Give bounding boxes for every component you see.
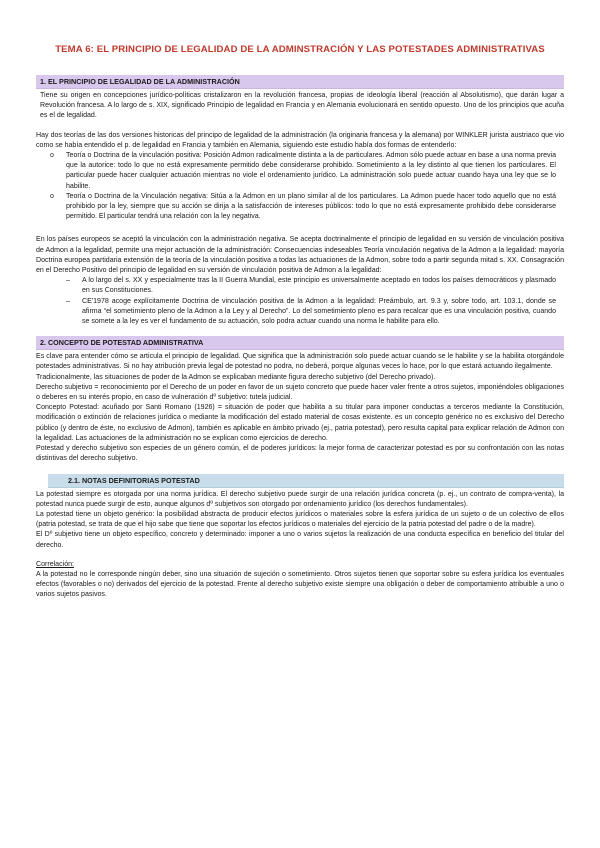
dash-marker: – [66, 297, 70, 305]
subsection-heading-2-1: 2.1. NOTAS DEFINITORIAS POTESTAD [48, 474, 564, 488]
paragraph: Derecho subjetivo = reconocimiento por el Derecho de un poder en favor de un sujeto concreto que puede hacer valer frente a otros sujetos, imponiéndoles obligaciones o deberes en su interés propio, en caso de vulneración dº subjetivo: tutela judicial. [36, 383, 564, 402]
list-item: – A lo largo del s. XX y especialmente tras la II Guerra Mundial, este principio es universalmente aceptado en todos los países democráticos y plasmado en sus Constituciones. [66, 277, 556, 295]
dash-marker: – [66, 277, 70, 285]
paragraph: Tiene su origen en concepciones jurídico-políticas cristalizaron en la revolución francesa, propias de ideología liberal (reacción al Absolutismo), que darán lugar a Revolución francesa. A lo largo de s. XIX, significado Principio de legalidad en Francia y en Alemania evolucionará en sentido opuesto. Uno de los principios que acuña es el de legalidad. [40, 92, 564, 120]
list-item: – CE'1978 acoge explícitamente Doctrina de vinculación positiva de la Admon a la legalidad: Preámbulo, art. 9.3 y, sobre todo, art. 103.1, donde se afirma “el sometimiento pleno de la Admon a la Ley y al Derecho”. Lo del sometimiento pleno es para recalcar que es una vinculación positiva, cuando se somete a la ley es ver el fundamento de su actuación, solo podra actuar cuando una norma le habilite para ello. [66, 297, 556, 326]
correlation-label: Correlación: [36, 560, 74, 568]
paragraph: Concepto Potestad: acuñado por Santi Romano (1926) = situación de poder que habilita a su titular para imponer conductas a terceros mediante la Constitución, modificación o extinción de relaciones jurídica o mediante la modificación del estado material de cosas existente. es un concepto genérico no es exclusivo del Derecho público (y dentro de éste, no exclusivo de Admon), también es aplicable en ámbito privado (ej., patria potestad), pero resulta capital para explicar relación de Admon con la legalidad. Las actuaciones de la administración no se explican como ejercicios de derecho. [36, 404, 564, 442]
bullet-marker: o [50, 192, 54, 200]
paragraph: Tradicionalmente, las situaciones de poder de la Admon se explicaban mediante figura derecho subjetivo (del Derecho privado). [36, 373, 436, 381]
bullet-marker: o [50, 152, 54, 160]
section-heading-2: 2. CONCEPTO DE POTESTAD ADMINISTRATIVA [36, 336, 564, 350]
paragraph: Potestad y derecho subjetivo son especies de un género común, el de poderes jurídicos: la mejor forma de caracterizar potestad es por su confrontación con las notas distintivas del derecho subjetivo. [36, 445, 564, 463]
list-item: o Teoría o Doctrina de la vinculación positiva: Posición Admon radicalmente distinta a la de particulares. Admon sólo puede actuar en base a una norma previa que la autorice: todo lo que no está expresamente permitido debe considerarse prohibido. Sometimiento a la ley distinto al que tienen los particulares. El particular puede hacer cualquier actuación mientras no viole el ordenamiento jurídico. La administración solo puede actuar cuando haya una ley que se lo habilite. [50, 152, 556, 190]
list-item: o Teoría o Doctrina de la Vinculación negativa: Sitúa a la Admon en un plano similar al de los particulares. La Admon puede hacer todo aquello que no está prohibido por la ley, siempre que su acción se dirija a la satisfacción de intereses públicos: todo lo que no está expresamente prohibido debe considerarse permitido. El particular tendrá una relación con la ley negativa. [50, 192, 556, 221]
paragraph: La potestad tiene un objeto genérico: la posibilidad abstracta de producir efectos jurídicos o materiales sobre la esfera jurídica de un sujeto o de un colectivo de ellos (patria potestad, se trata de que el hijo sabe que tiene que soportar los efectos jurídicos o materiales del ejercicio de la patria potestad del padre o de la madre). [36, 510, 564, 529]
page-title: TEMA 6: EL PRINCIPIO DE LEGALIDAD DE LA ADMINSTRACIÓN Y LAS POTESTADES ADMINISTRATIVAS [55, 44, 545, 55]
paragraph: El Dº subjetivo tiene un objeto específico, concreto y determinado: imponer a uno o varios sujetos la realización de una conducta específica en beneficio del titular del derecho. [36, 531, 564, 549]
paragraph: Es clave para entender cómo se articula el principio de legalidad. Que significa que la administración solo puede actuar cuando se le habilite y se la habilita otorgándole potestades administrativas. Si no hay atribución previa legal de potestad no podra, no deberá, porque algunas veces lo hace, por lo que estará actuando ilegalmente. [36, 353, 564, 371]
section-heading-1: 1. EL PRINCIPIO DE LEGALIDAD DE LA ADMINISTRACIÓN [36, 75, 564, 89]
paragraph: Hay dos teorías de las dos versiones historicas del principo de legalidad de la administración (la originaria francesa y la alemana) por WINKLER jurista austriaco que vio como se había entendido el p. de legalidad en Francia y también en Alemania, siguiendo este estudio había dos formas de entenderlo: [36, 131, 564, 149]
consagration-list [36, 276, 564, 327]
paragraph: En los países europeos se aceptó la vinculación con la administración negativa. Se acepta doctrinalmente el principio de legalidad en su versión de vinculación positiva de Admon a la legalidad, permite una mejor actuación de la administración: Consecuencias indeseables Teoría vinculación negativa de la Admon a la legalidad: mayoría Doctrina europea partidaria extensión de la teoría de la vinculación positiva a todas las actuaciones de la Admon, sobre todo a partir segunda mitad s. XX. Consagración en el Derecho Positivo del principio de legalidad en su versión de vinculación positiva de Admon a la legalidad: [36, 236, 564, 275]
theory-list [36, 151, 564, 222]
paragraph: A la potestad no le corresponde ningún deber, sino una situación de sujeción o sometimiento. Otros sujetos tienen que soportar sobre su esfera jurídica los eventuales efectos (favorables o no) derivados del ejercicio de la potestad. Frente al derecho subjetivo existe siempre una obligación o deber de comportamiento atribuible a uno o varios sujetos pasivos. [36, 570, 564, 599]
paragraph: La potestad siempre es otorgada por una norma jurídica. El derecho subjetivo puede surgir de una relación jurídica concreta (p. ej., un contrato de compra-venta), la potestad nunca puede surgir de esto, aunque algunos dº subjetivos son otorgado por ordenamiento jurídico (los derechos fundamentales). [36, 490, 564, 508]
